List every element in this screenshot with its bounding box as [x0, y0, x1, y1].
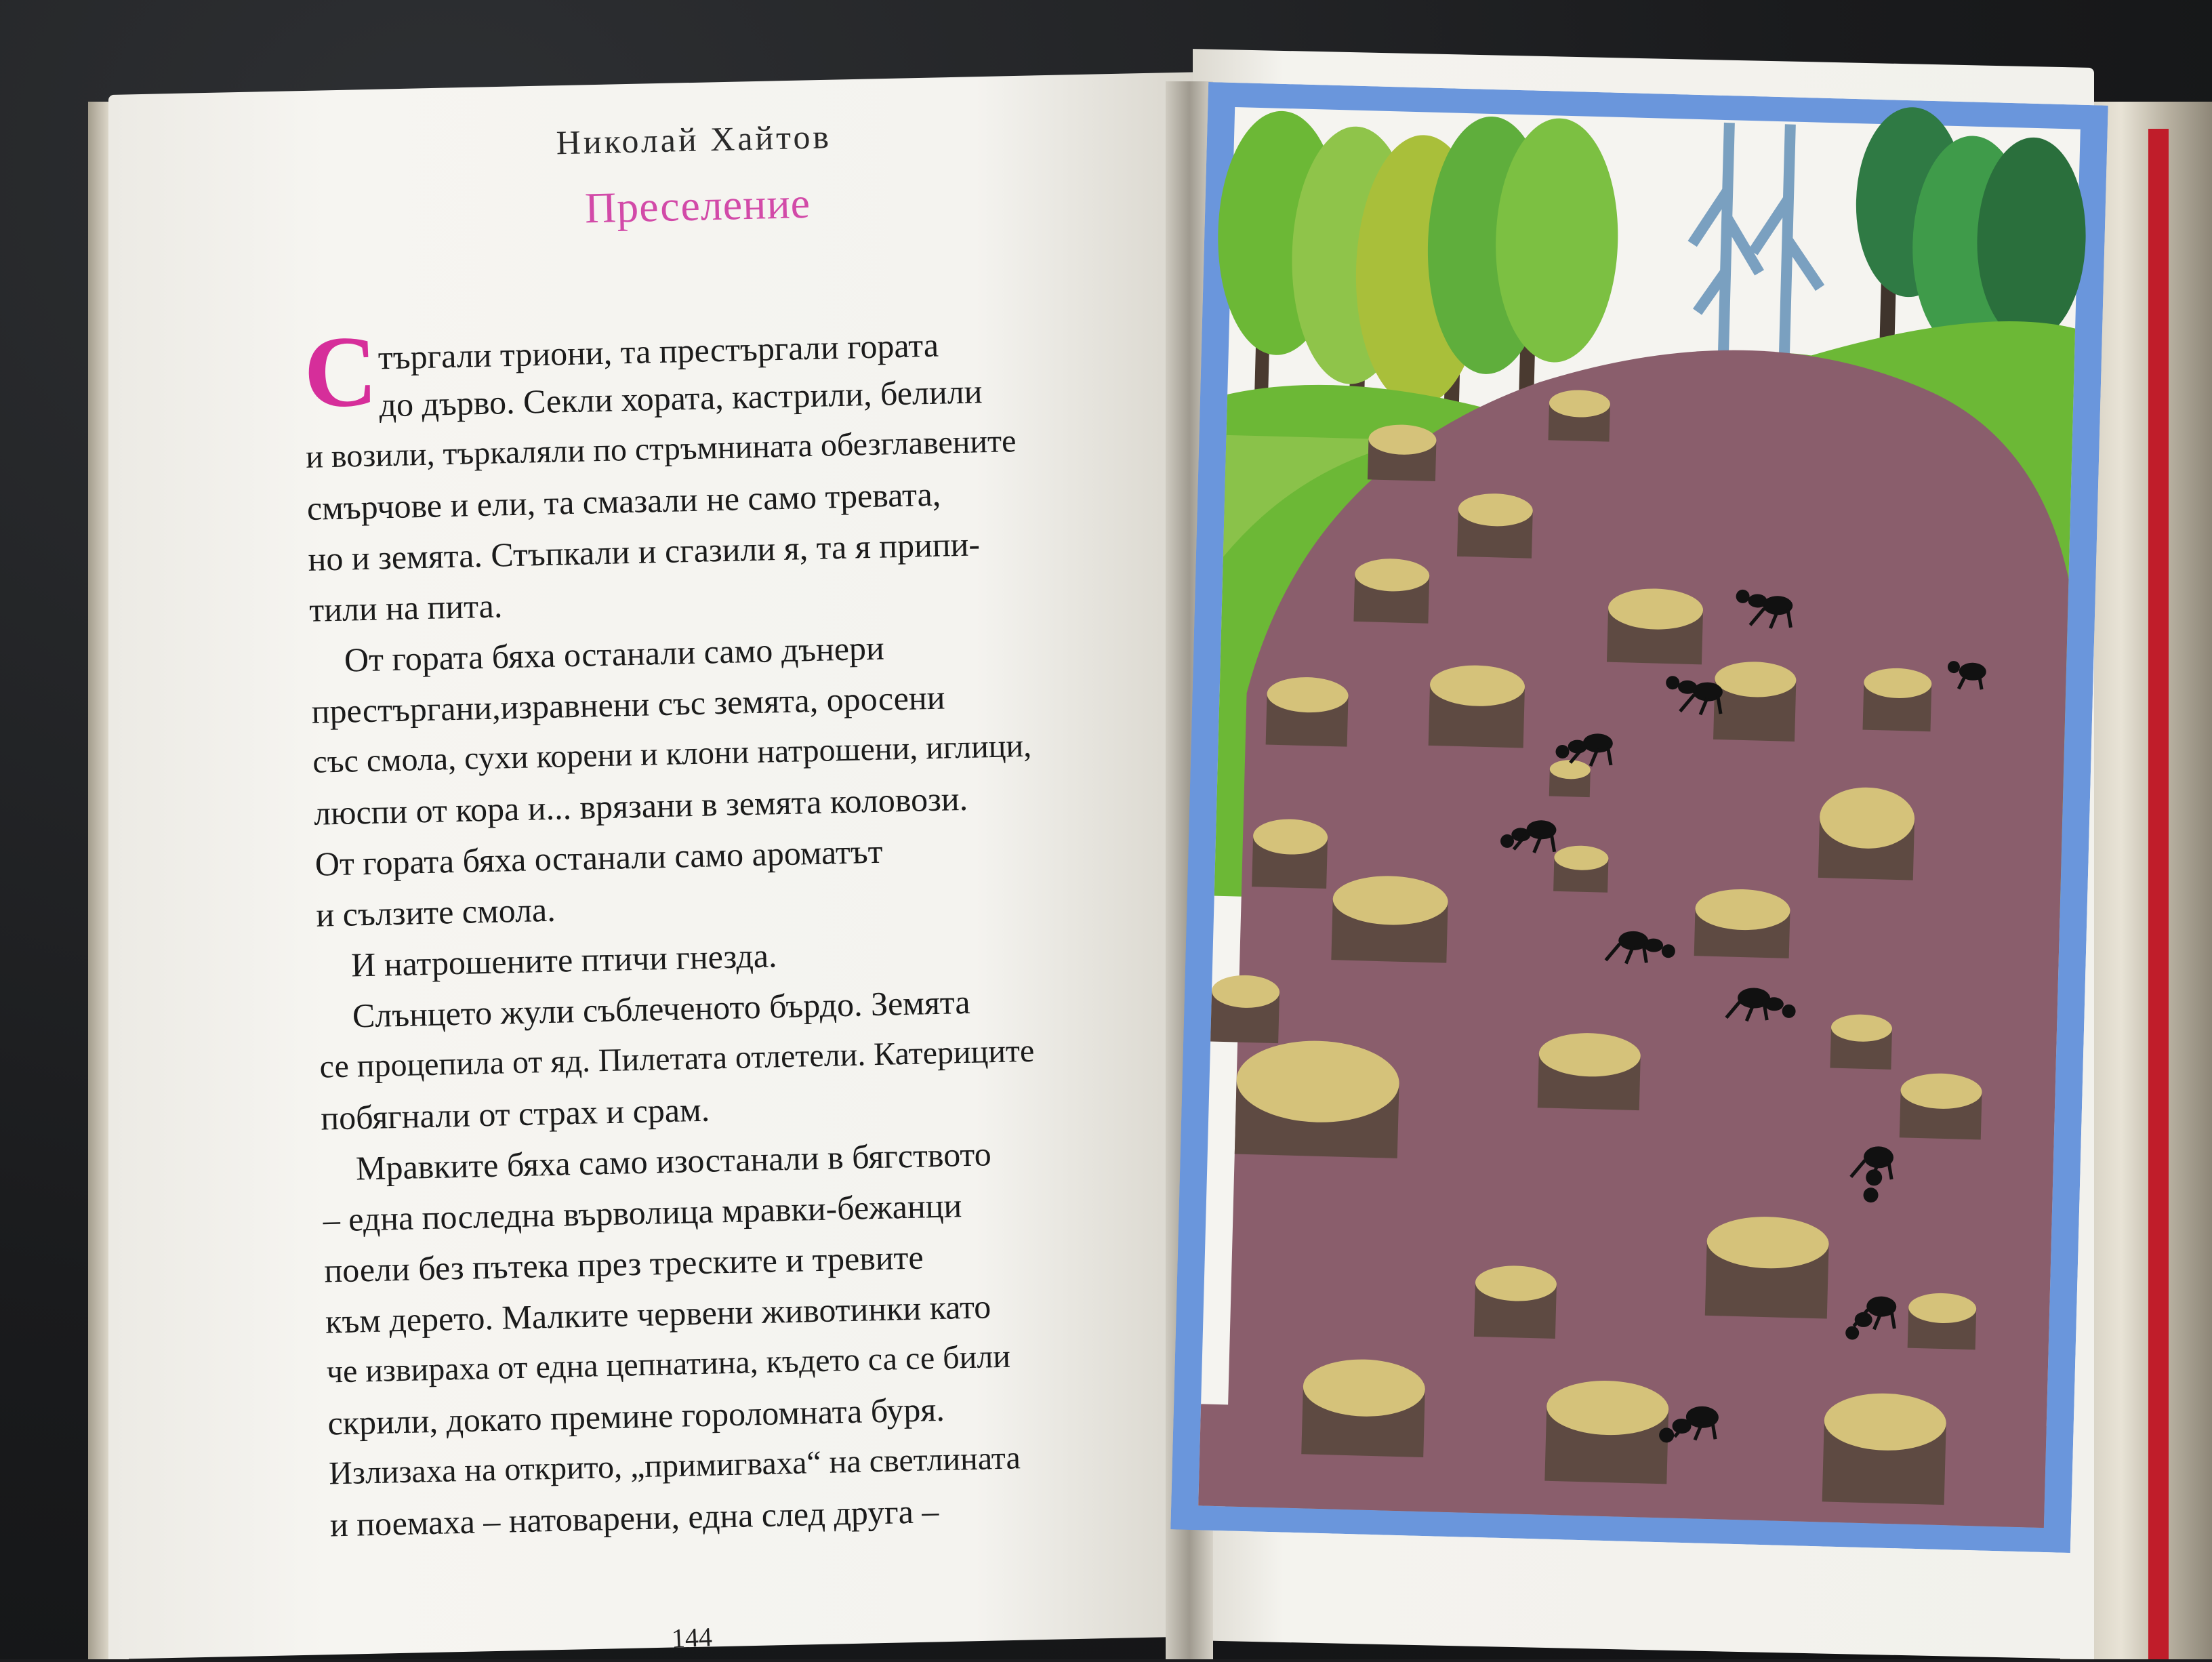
text-line: смърчове и ели, та смазали не само тревата,	[306, 474, 941, 527]
text-line: се процепила от яд. Пилетата отлетели. Катериците	[319, 1032, 1035, 1085]
text-line: И натрошените птичи гнезда.	[350, 936, 778, 984]
forest-clearing-illustration	[1170, 82, 2108, 1553]
text-line: със смола, сухи корени и клони натрошени, иглици,	[312, 727, 1032, 780]
text-line: – една последна върволица мравки-бежанци	[323, 1186, 962, 1239]
text-line: люспи от кора и... врязани в земята коловози.	[313, 779, 968, 832]
text-line: че извираха от една цепнатина, където са се били	[326, 1338, 1011, 1390]
text-line: до дърво. Секли хората, кастрили, белили	[378, 372, 983, 424]
text-line: и сълзите смола.	[315, 890, 556, 934]
text-line: поели без пътека през треските и тревите	[323, 1238, 924, 1290]
text-line: търгали триони, та престъргали гората	[377, 325, 939, 377]
text-line: От гората бяха останали само ароматът	[314, 832, 884, 883]
text-line: престъргани,изравнени със земята, оросени	[311, 678, 945, 731]
page-number: 144	[670, 1621, 713, 1654]
text-line: и возили, търкаляли по стръмнината обезглавените	[305, 423, 1017, 475]
text-line: побягнали от страх и срам.	[320, 1090, 710, 1137]
text-line: Излизаха на открито, „примигваха“ на светлината	[328, 1440, 1021, 1492]
text-line: От гората бяха останали само дънери	[344, 628, 885, 679]
story-title: Преселение	[584, 178, 811, 232]
book-cover-edge	[2148, 129, 2169, 1659]
text-line: но и земята. Стъпкали и сгазили я, та я припи-	[307, 525, 981, 578]
drop-cap: С	[302, 315, 379, 429]
text-line: Мравките бяха само изостанали в бягството	[355, 1135, 992, 1188]
text-line: скрили, докато премине гороломната буря.	[327, 1390, 945, 1442]
author-name: Николай Хайтов	[556, 117, 832, 162]
text-line: Слънцето жули съблеченото бърдо. Земята	[352, 982, 971, 1035]
text-line: тили на пита.	[308, 586, 503, 629]
text-line: и поемаха – натоварени, една след друга –	[329, 1492, 939, 1544]
text-line: към дерето. Малките червени животинки като	[325, 1287, 991, 1341]
